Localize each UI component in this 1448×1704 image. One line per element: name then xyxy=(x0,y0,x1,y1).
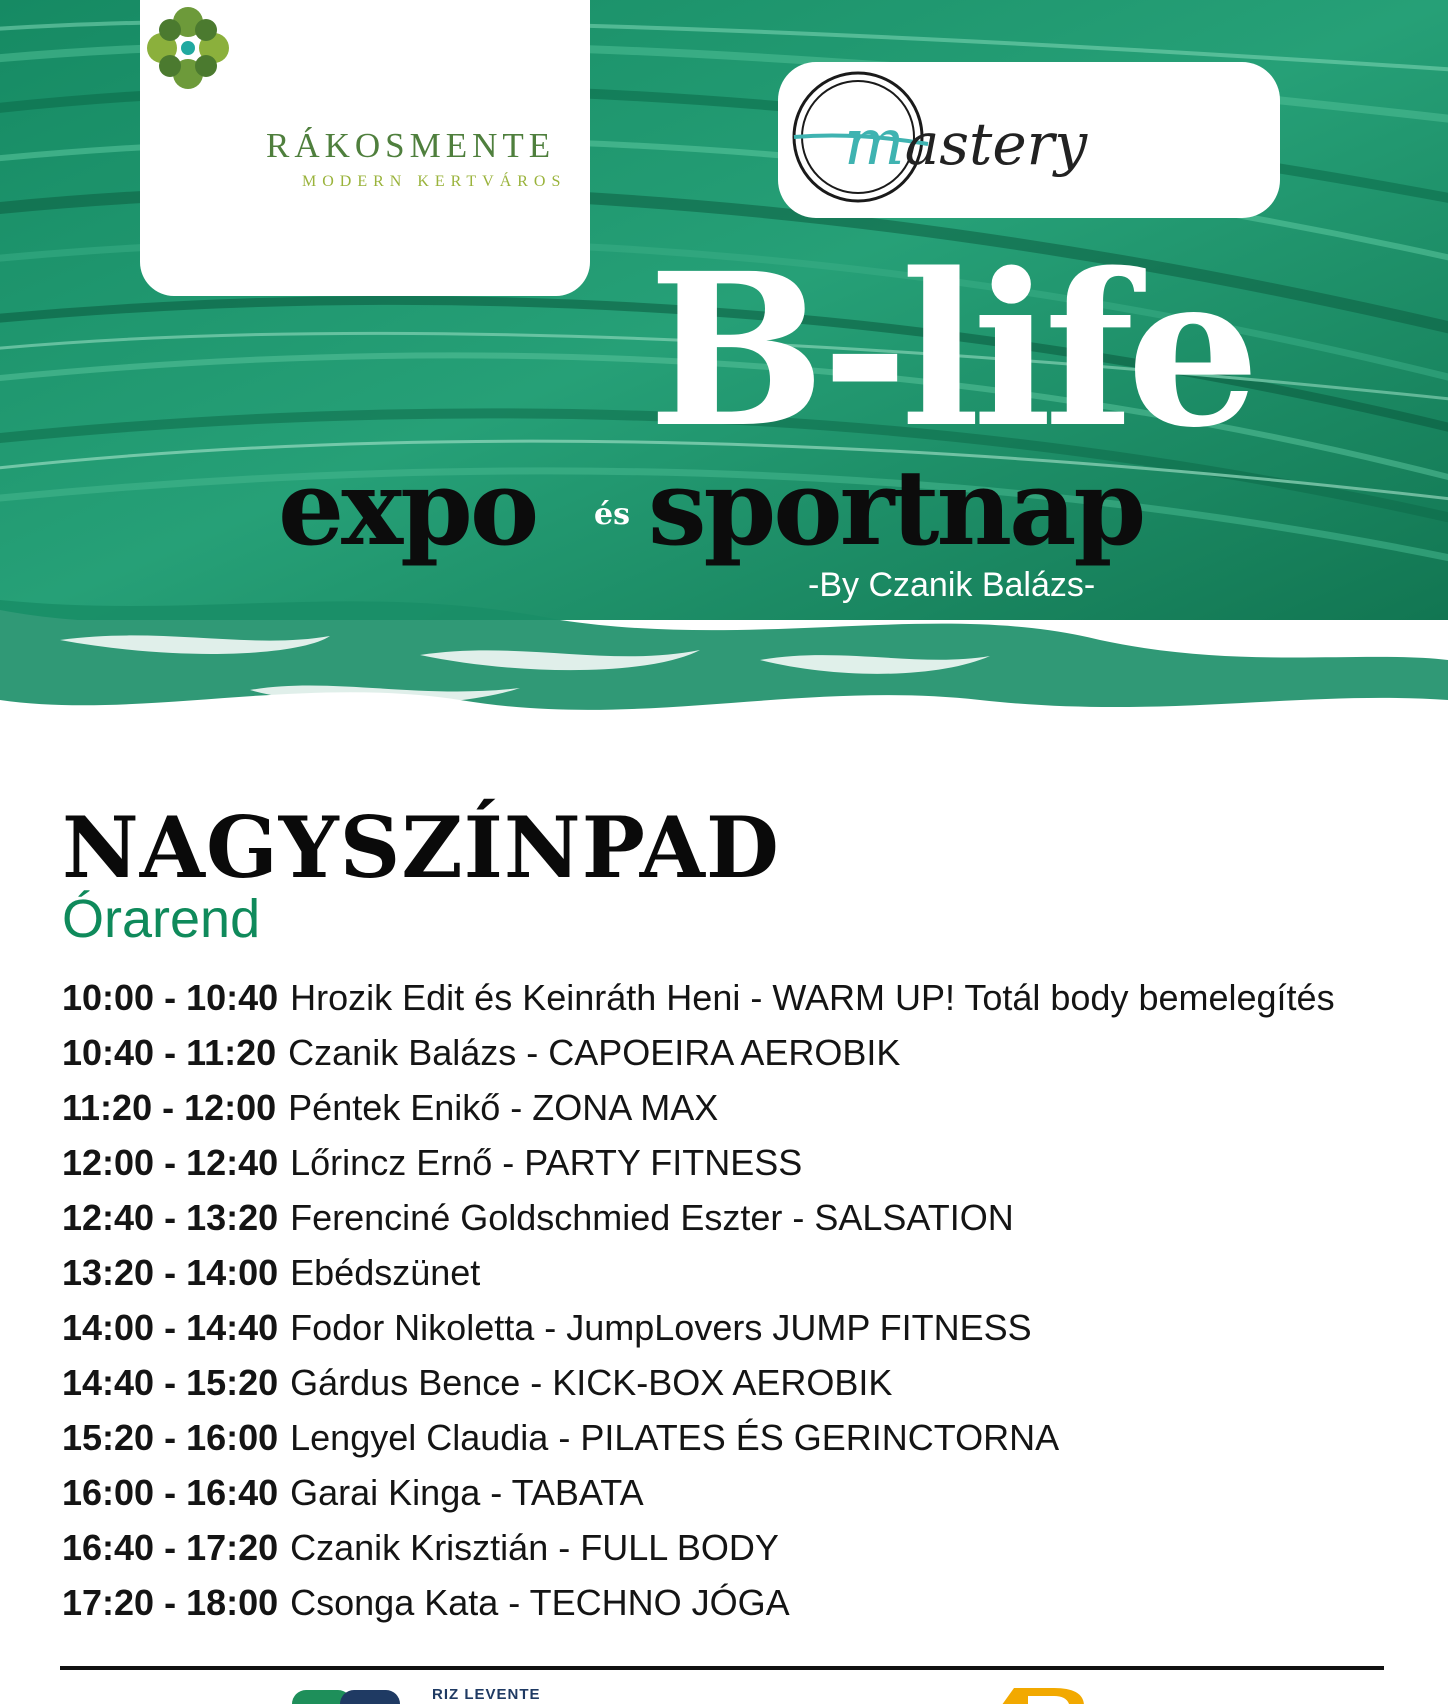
schedule-activity: Czanik Krisztián - FULL BODY xyxy=(290,1527,779,1568)
schedule-row xyxy=(62,1135,1402,1190)
schedule-activity: Lőrincz Ernő - PARTY FITNESS xyxy=(290,1142,803,1183)
schedule-time: 13:20 - 14:00 xyxy=(62,1252,279,1293)
schedule-row xyxy=(62,1575,1402,1630)
schedule-row xyxy=(62,1245,1402,1300)
schedule-time: 16:00 - 16:40 xyxy=(62,1472,279,1513)
footer-divider xyxy=(60,1666,1384,1670)
mastery-logo-rest: astery xyxy=(904,110,1088,178)
schedule-list xyxy=(62,970,1402,1630)
schedule-time: 10:00 - 10:40 xyxy=(62,977,279,1018)
rakosmente-logo-card xyxy=(140,0,590,296)
schedule-subtitle: Órarend xyxy=(62,889,261,949)
schedule-time: 14:00 - 14:40 xyxy=(62,1307,279,1348)
partner-logo-right-icon xyxy=(984,1686,1096,1704)
schedule-row xyxy=(62,1080,1402,1135)
schedule-time: 12:00 - 12:40 xyxy=(62,1142,279,1183)
schedule-row xyxy=(62,1025,1402,1080)
stage-title: NAGYSZÍNPAD xyxy=(62,798,780,897)
schedule-activity: Fodor Nikoletta - JumpLovers JUMP FITNESS xyxy=(290,1307,1032,1348)
schedule-time: 12:40 - 13:20 xyxy=(62,1197,279,1238)
schedule-time: 17:20 - 18:00 xyxy=(62,1582,279,1623)
event-subtitle-connector: és xyxy=(594,497,630,532)
rakosmente-logo-subtitle: MODERN KERTVÁROS xyxy=(302,173,567,190)
rakosmente-flower-icon xyxy=(140,0,236,96)
event-subtitle-expo: expo xyxy=(278,446,537,569)
schedule-row xyxy=(62,1300,1402,1355)
schedule-activity: Lengyel Claudia - PILATES ÉS GERINCTORNA xyxy=(290,1417,1060,1458)
event-byline: -By Czanik Balázs- xyxy=(808,566,1096,604)
schedule-activity: Ebédszünet xyxy=(290,1252,481,1293)
schedule-activity: Csonga Kata - TECHNO JÓGA xyxy=(290,1582,790,1623)
schedule-activity: Garai Kinga - TABATA xyxy=(290,1472,644,1513)
partner-logo-left-icon xyxy=(292,1688,404,1704)
schedule-time: 16:40 - 17:20 xyxy=(62,1527,279,1568)
schedule-row xyxy=(62,1410,1402,1465)
event-subtitle-sportnap: sportnap xyxy=(648,446,1144,569)
schedule-time: 15:20 - 16:00 xyxy=(62,1417,279,1458)
schedule-activity: Czanik Balázs - CAPOEIRA AEROBIK xyxy=(288,1032,901,1073)
mastery-logo-text xyxy=(844,106,1087,180)
event-title: B-life xyxy=(648,227,1253,474)
schedule-activity: Gárdus Bence - KICK-BOX AEROBIK xyxy=(290,1362,893,1403)
partner-name: RIZ LEVENTE xyxy=(432,1686,541,1703)
schedule-time: 10:40 - 11:20 xyxy=(62,1032,277,1073)
schedule-row xyxy=(62,1465,1402,1520)
schedule-activity: Péntek Enikő - ZONA MAX xyxy=(288,1087,719,1128)
schedule-row xyxy=(62,1355,1402,1410)
rakosmente-logo-title: RÁKOSMENTE xyxy=(266,126,556,165)
partner-logo-left xyxy=(292,1688,404,1704)
schedule-time: 14:40 - 15:20 xyxy=(62,1362,279,1403)
hero-banner xyxy=(0,0,1448,780)
schedule-row xyxy=(62,1190,1402,1245)
schedule-row xyxy=(62,970,1402,1025)
partner-logo-right xyxy=(984,1686,1096,1704)
schedule-activity: Ferenciné Goldschmied Eszter - SALSATION xyxy=(290,1197,1014,1238)
schedule-activity: Hrozik Edit és Keinráth Heni - WARM UP! Totál body bemelegítés xyxy=(290,977,1335,1018)
schedule-row xyxy=(62,1520,1402,1575)
schedule-time: 11:20 - 12:00 xyxy=(62,1087,277,1128)
mastery-logo-card xyxy=(778,62,1280,218)
mastery-logo-initial: m xyxy=(844,106,905,180)
